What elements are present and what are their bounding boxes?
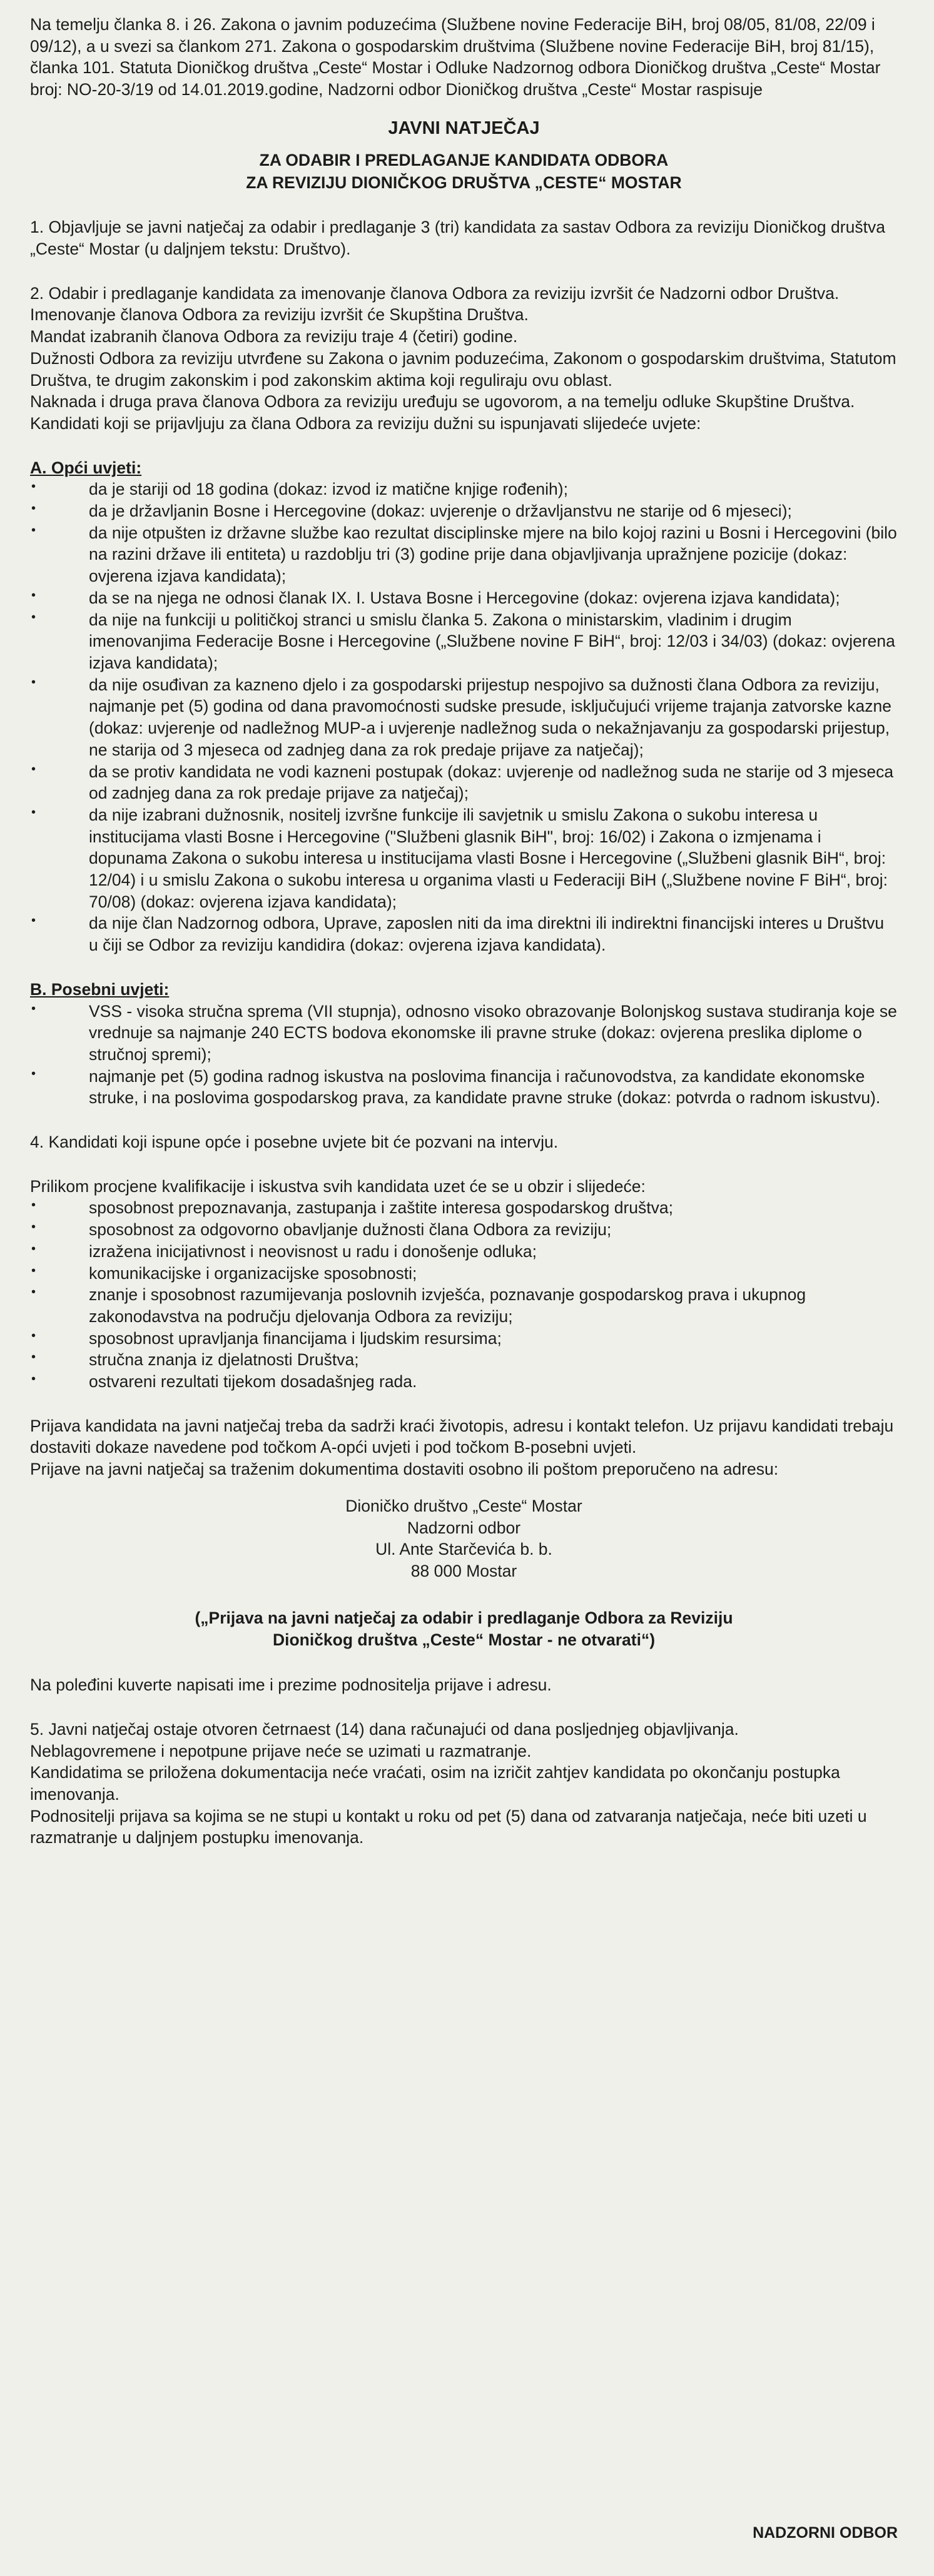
section-2-paragraph: Kandidati koji se prijavljuju za člana Odbora za reviziju dužni su ispunjavati slijedeće uvjete: — [30, 413, 701, 433]
list-item: • sposobnost za odgovorno obavljanje dužnosti člana Odbora za reviziju; — [30, 1219, 898, 1241]
section-5-paragraph: Neblagovremene i nepotpune prijave neće se uzimati u razmatranje. — [30, 1741, 532, 1760]
section-5-paragraph: 5. Javni natječaj ostaje otvoren četrnaest (14) dana računajući od dana posljednjeg objavljivanja. — [30, 1719, 739, 1739]
special-conditions-list — [30, 1001, 898, 1109]
list-item: • da nije član Nadzornog odbora, Uprave, zaposlen niti da ima direktni ili indirektni financijski interes u Društvu u čiji se Odbor za reviziju kandidira (dokaz: ovjerena izjava kandidata). — [30, 912, 898, 956]
application-paragraph: Prijave na javni natječaj sa traženim dokumentima dostaviti osobno ili poštom preporučeno na adresu: — [30, 1460, 779, 1479]
subtitle-line-2: ZA REVIZIJU DIONIČKOG DRUŠTVA „CESTE“ MOSTAR — [246, 173, 682, 192]
list-item: • sposobnost prepoznavanja, zastupanja i zaštite interesa gospodarskog društva; — [30, 1197, 898, 1219]
list-item: • da se na njega ne odnosi članak IX. I. Ustava Bosne i Hercegovine (dokaz: ovjerena izjava kandidata); — [30, 587, 898, 609]
address-line: Ul. Ante Starčevića b. b. — [375, 1540, 552, 1559]
address-line: Nadzorni odbor — [407, 1518, 521, 1537]
list-item: • znanje i sposobnost razumijevanja poslovnih izvješća, poznavanje gospodarskog prava i ukupnog zakonodavstva na području djelovanja Odbora za reviziju; — [30, 1284, 898, 1327]
evaluation-criteria-list — [30, 1197, 898, 1392]
section-5-paragraph: Kandidatima se priložena dokumentacija neće vraćati, osim na izričit zahtjev kandidata po okončanju postupka imenovanja. — [30, 1763, 840, 1804]
envelope-back-instruction: Na poleđini kuverte napisati ime i prezime podnositelja prijave i adresu. — [30, 1675, 552, 1695]
list-item: • ostvareni rezultati tijekom dosadašnjeg rada. — [30, 1371, 898, 1393]
list-item: • izražena inicijativnost i neovisnost u radu i donošenje odluka; — [30, 1241, 898, 1263]
section-2-paragraph: Naknada i druga prava članova Odbora za reviziju uređuju se ugovorom, a na temelju odluke Skupštine Društva. — [30, 392, 855, 412]
list-item: • sposobnost upravljanja financijama i ljudskim resursima; — [30, 1328, 898, 1350]
list-item: • najmanje pet (5) godina radnog iskustva na poslovima financija i računovodstva, za kandidate ekonomske struke, i na poslovima gospodarskog prava, za kandidate pravne struke (dokaz: potvrda o radnom iskustvu). — [30, 1066, 898, 1109]
section-5-block — [30, 1719, 898, 1849]
notice-title: JAVNI NATJEČAJ — [388, 118, 540, 138]
list-item: • da je državljanin Bosne i Hercegovine (dokaz: uvjerenje o državljanstvu ne starije od 6 mjeseci); — [30, 500, 898, 522]
envelope-label-note — [30, 1607, 898, 1652]
general-conditions-list — [30, 478, 898, 956]
special-conditions-section — [30, 979, 898, 1109]
list-item: • da nije osuđivan za kazneno djelo i za gospodarski prijestup nespojivo sa dužnosti člana Odbora za reviziju, najmanje pet (5) godina od dana pravomoćnosti sudske presude, isključujući vrijeme trajanja zatvorske kazne (dokaz: uvjerenje od nadležnog MUP-a i uvjerenje nadležnog suda o nekažnjavanju za gospodarski prijestup, ne starija od 3 mjeseca od zadnjeg dana za rok predaje prijave za natječaj); — [30, 674, 898, 761]
list-item: • da nije otpušten iz državne službe kao rezultat disciplinske mjere na bilo kojoj razini u Bosni i Hercegovini (bilo na razini države ili entiteta) u razdoblju tri (3) godine prije dana objavljivanja upražnjene pozicije (dokaz: ovjerena izjava kandidata); — [30, 522, 898, 587]
evaluation-criteria-section — [30, 1176, 898, 1393]
section-4-paragraph: 4. Kandidati koji ispune opće i posebne uvjete bit će pozvani na intervju. — [30, 1133, 559, 1152]
list-item: • da je stariji od 18 godina (dokaz: izvod iz matične knjige rođenih); — [30, 478, 898, 500]
envelope-note-line-2: Dioničkog društva „Ceste“ Mostar - ne otvarati“) — [272, 1630, 656, 1650]
list-item: • komunikacijske i organizacijske sposobnosti; — [30, 1263, 898, 1285]
list-item: • da nije na funkciji u političkoj stranci u smislu članka 5. Zakona o ministarskim, vladinim i drugim imenovanjima Federacije Bosne i Hercegovine („Službene novine F BiH“, broj: 12/03 i 34/03) (dokaz: ovjerena izjava kandidata); — [30, 609, 898, 674]
section-2-paragraph: Imenovanje članova Odbora za reviziju izvršit će Skupština Društva. — [30, 305, 529, 325]
application-block — [30, 1415, 898, 1480]
general-conditions-heading: A. Opći uvjeti: — [30, 458, 142, 477]
general-conditions-section — [30, 457, 898, 956]
special-conditions-heading: B. Posebni uvjeti: — [30, 979, 170, 999]
section-5-paragraph: Podnositelji prijava sa kojima se ne stupi u kontakt u roku od pet (5) dana od zatvaranja natječaja, neće biti uzeti u razmatranje u daljnjem postupku imenovanja. — [30, 1806, 867, 1847]
list-item: • da se protiv kandidata ne vodi kazneni postupak (dokaz: uvjerenje od nadležnog suda ne starije od 3 mjeseca od zadnjeg dana za rok predaje prijave za natječaj); — [30, 761, 898, 804]
list-item: • stručna znanja iz djelatnosti Društva; — [30, 1349, 898, 1371]
application-paragraph: Prijava kandidata na javni natječaj treba da sadrži kraći životopis, adresu i kontakt telefon. Uz prijavu kandidati trebaju dostaviti dokaze navedene pod točkom A-opći uvjeti i pod točkom B-posebni uvjeti. — [30, 1416, 894, 1457]
section-2-block — [30, 283, 898, 435]
notice-subtitle — [30, 149, 898, 194]
address-line: Dioničko društvo „Ceste“ Mostar — [345, 1496, 582, 1515]
list-item: • VSS - visoka stručna sprema (VII stupnja), odnosno visoko obrazovanje Bolonjskog sustava studiranja koje se vrednuje sa najmanje 240 ECTS bodova ekonomske ili pravne struke (dokaz: ovjerena preslika diplome o stručnoj spremi); — [30, 1001, 898, 1066]
signature-supervisory-board: NADZORNI ODBOR — [753, 2524, 898, 2542]
section-2-paragraph: Dužnosti Odbora za reviziju utvrđene su Zakona o javnim poduzećima, Zakonom o gospodarskim društvima, Statutom Društva, te drugim zakonskim i pod zakonskim aktima koji reguliraju ovu oblast. — [30, 348, 896, 390]
mailing-address — [30, 1495, 898, 1582]
list-item: • da nije izabrani dužnosnik, nositelj izvršne funkcije ili savjetnik u smislu Zakona o sukobu interesa u institucijama vlasti Bosne i Hercegovine ("Službeni glasnik BiH", broj: 16/02) i Zakona o izmjenama i dopunama Zakona o sukobu interesa u institucijama vlasti Bosne i Hercegovine („Službeni glasnik BiH“, broj: 12/04) i u smislu Zakona o sukobu interesa u organima vlasti u Federaciji BiH („Službene novine F BiH“, broj: 70/08) (dokaz: ovjerena izjava kandidata); — [30, 804, 898, 913]
subtitle-line-1: ZA ODABIR I PREDLAGANJE KANDIDATA ODBORA — [259, 150, 669, 169]
section-2-paragraph: 2. Odabir i predlaganje kandidata za imenovanje članova Odbora za reviziju izvršit će Nadzorni odbor Društva. — [30, 283, 840, 303]
address-line: 88 000 Mostar — [410, 1562, 517, 1580]
envelope-note-line-1: („Prijava na javni natječaj za odabir i predlaganje Odbora za Reviziju — [195, 1608, 733, 1627]
section-2-paragraph: Mandat izabranih članova Odbora za reviziju traje 4 (četiri) godine. — [30, 327, 518, 346]
section-1-paragraph: 1. Objavljuje se javni natječaj za odabir i predlaganje 3 (tri) kandidata za sastav Odbora za reviziju Dioničkog društva „Ceste“ Mostar (u daljnjem tekstu: Društvo). — [30, 218, 885, 259]
intro-paragraph: Na temelju članka 8. i 26. Zakona o javnim poduzećima (Službene novine Federacije BiH, broj 08/05, 81/08, 22/09 i 09/12), a u svezi sa člankom 271. Zakona o gospodarskim društvima (Službene novine Federacije BiH, broj 81/15), članka 101. Statuta Dioničkog društva „Ceste“ Mostar i Odluke Nadzornog odbora Dioničkog društva „Ceste“ Mostar broj: NO-20-3/19 od 14.01.2019.godine, Nadzorni odbor Dioničkog društva „Ceste“ Mostar raspisuje — [30, 15, 881, 99]
evaluation-criteria-intro: Prilikom procjene kvalifikacije i iskustva svih kandidata uzet će se u obzir i slijedeće: — [30, 1176, 646, 1196]
